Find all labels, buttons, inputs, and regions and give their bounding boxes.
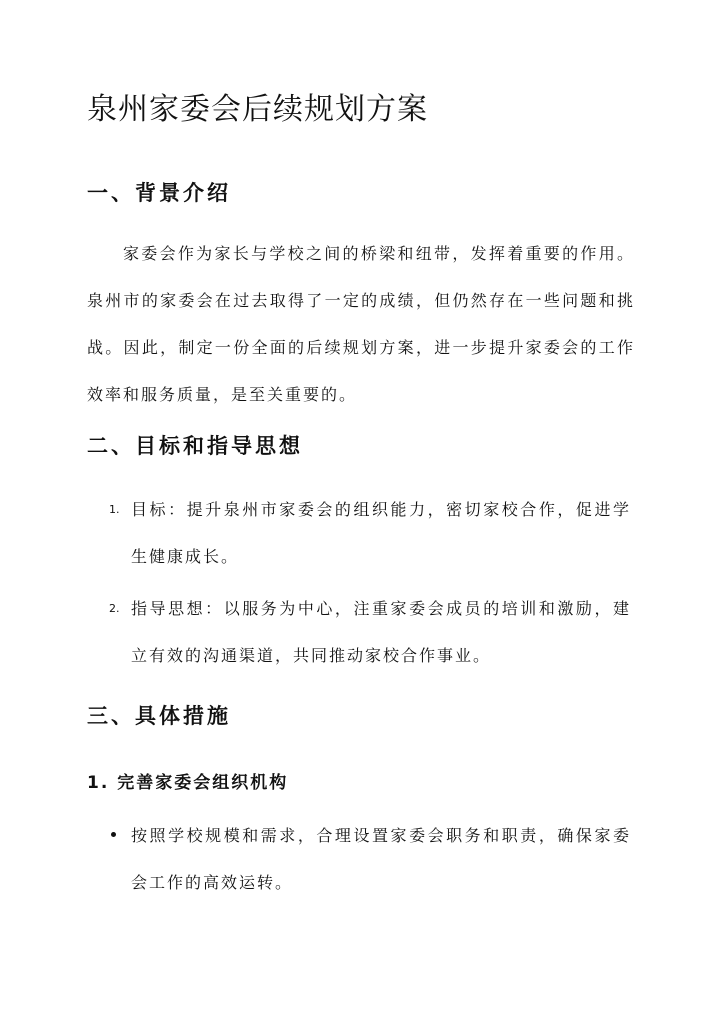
bullet-icon (111, 832, 116, 837)
list-item-text: 按照学校规模和需求，合理设置家委会职务和职责，确保家委会工作的高效运转。 (131, 826, 631, 892)
list-item (87, 585, 635, 679)
section-heading-goals: 二、目标和指导思想 (87, 434, 303, 458)
subsection-heading: 1. 完善家委会组织机构 (87, 773, 289, 793)
list-number: 1. (109, 503, 120, 516)
document-title: 泉州家委会后续规划方案 (87, 92, 428, 127)
list-number: 2. (109, 602, 120, 615)
list-item (87, 812, 635, 906)
list-item (87, 486, 635, 580)
section-heading-measures: 三、具体措施 (87, 704, 231, 728)
list-item-text: 目标：提升泉州市家委会的组织能力，密切家校合作，促进学生健康成长。 (131, 500, 631, 566)
list-item-text: 指导思想：以服务为中心，注重家委会成员的培训和激励，建立有效的沟通渠道，共同推动家校合作事业。 (131, 599, 631, 665)
background-paragraph: 家委会作为家长与学校之间的桥梁和纽带，发挥着重要的作用。泉州市的家委会在过去取得了一定的成绩，但仍然存在一些问题和挑战。因此，制定一份全面的后续规划方案，进一步提升家委会的工作效率和服务质量，是至关重要的。 (87, 244, 635, 404)
section-heading-background: 一、背景介绍 (87, 181, 231, 205)
